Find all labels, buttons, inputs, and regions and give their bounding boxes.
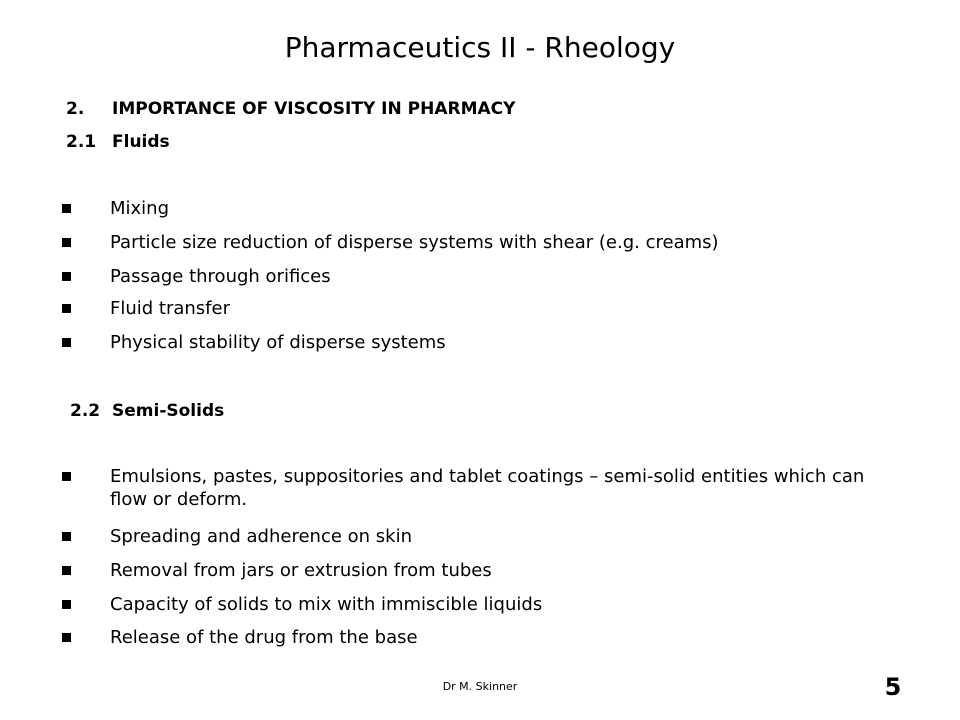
bullet-square-icon	[62, 338, 71, 347]
list-item: Particle size reduction of disperse systems with shear (e.g. creams)	[62, 231, 882, 254]
semisolids-title: Semi-Solids	[112, 401, 225, 421]
list-item: Capacity of solids to mix with immiscible liquids	[62, 593, 882, 616]
bullet-square-icon	[62, 472, 71, 481]
list-item: Mixing	[62, 197, 882, 220]
bullet-square-icon	[62, 304, 71, 313]
semisolids-number: 2.2	[70, 401, 101, 421]
bullet-square-icon	[62, 633, 71, 642]
bullet-square-icon	[62, 600, 71, 609]
section-title: IMPORTANCE OF VISCOSITY IN PHARMACY	[112, 99, 516, 119]
bullet-square-icon	[62, 204, 71, 213]
list-item: Removal from jars or extrusion from tubes	[62, 559, 882, 582]
list-item: Physical stability of disperse systems	[62, 331, 882, 354]
slide-title: Pharmaceutics II - Rheology	[284, 31, 676, 64]
list-item: Passage through orifices	[62, 265, 882, 288]
list-item: Release of the drug from the base	[62, 626, 882, 649]
list-item: Spreading and adherence on skin	[62, 525, 882, 548]
list-item: Emulsions, pastes, suppositories and tablet coatings – semi-solid entities which can flow or deform.	[62, 465, 882, 511]
bullet-square-icon	[62, 272, 71, 281]
list-item: Fluid transfer	[62, 297, 882, 320]
bullet-square-icon	[62, 532, 71, 541]
bullet-square-icon	[62, 566, 71, 575]
fluids-title: Fluids	[112, 132, 170, 152]
section-number: 2.	[66, 99, 85, 119]
fluids-number: 2.1	[66, 132, 97, 152]
footer-author: Dr M. Skinner	[442, 680, 518, 693]
bullet-square-icon	[62, 238, 71, 247]
page-number: 5	[884, 673, 902, 701]
